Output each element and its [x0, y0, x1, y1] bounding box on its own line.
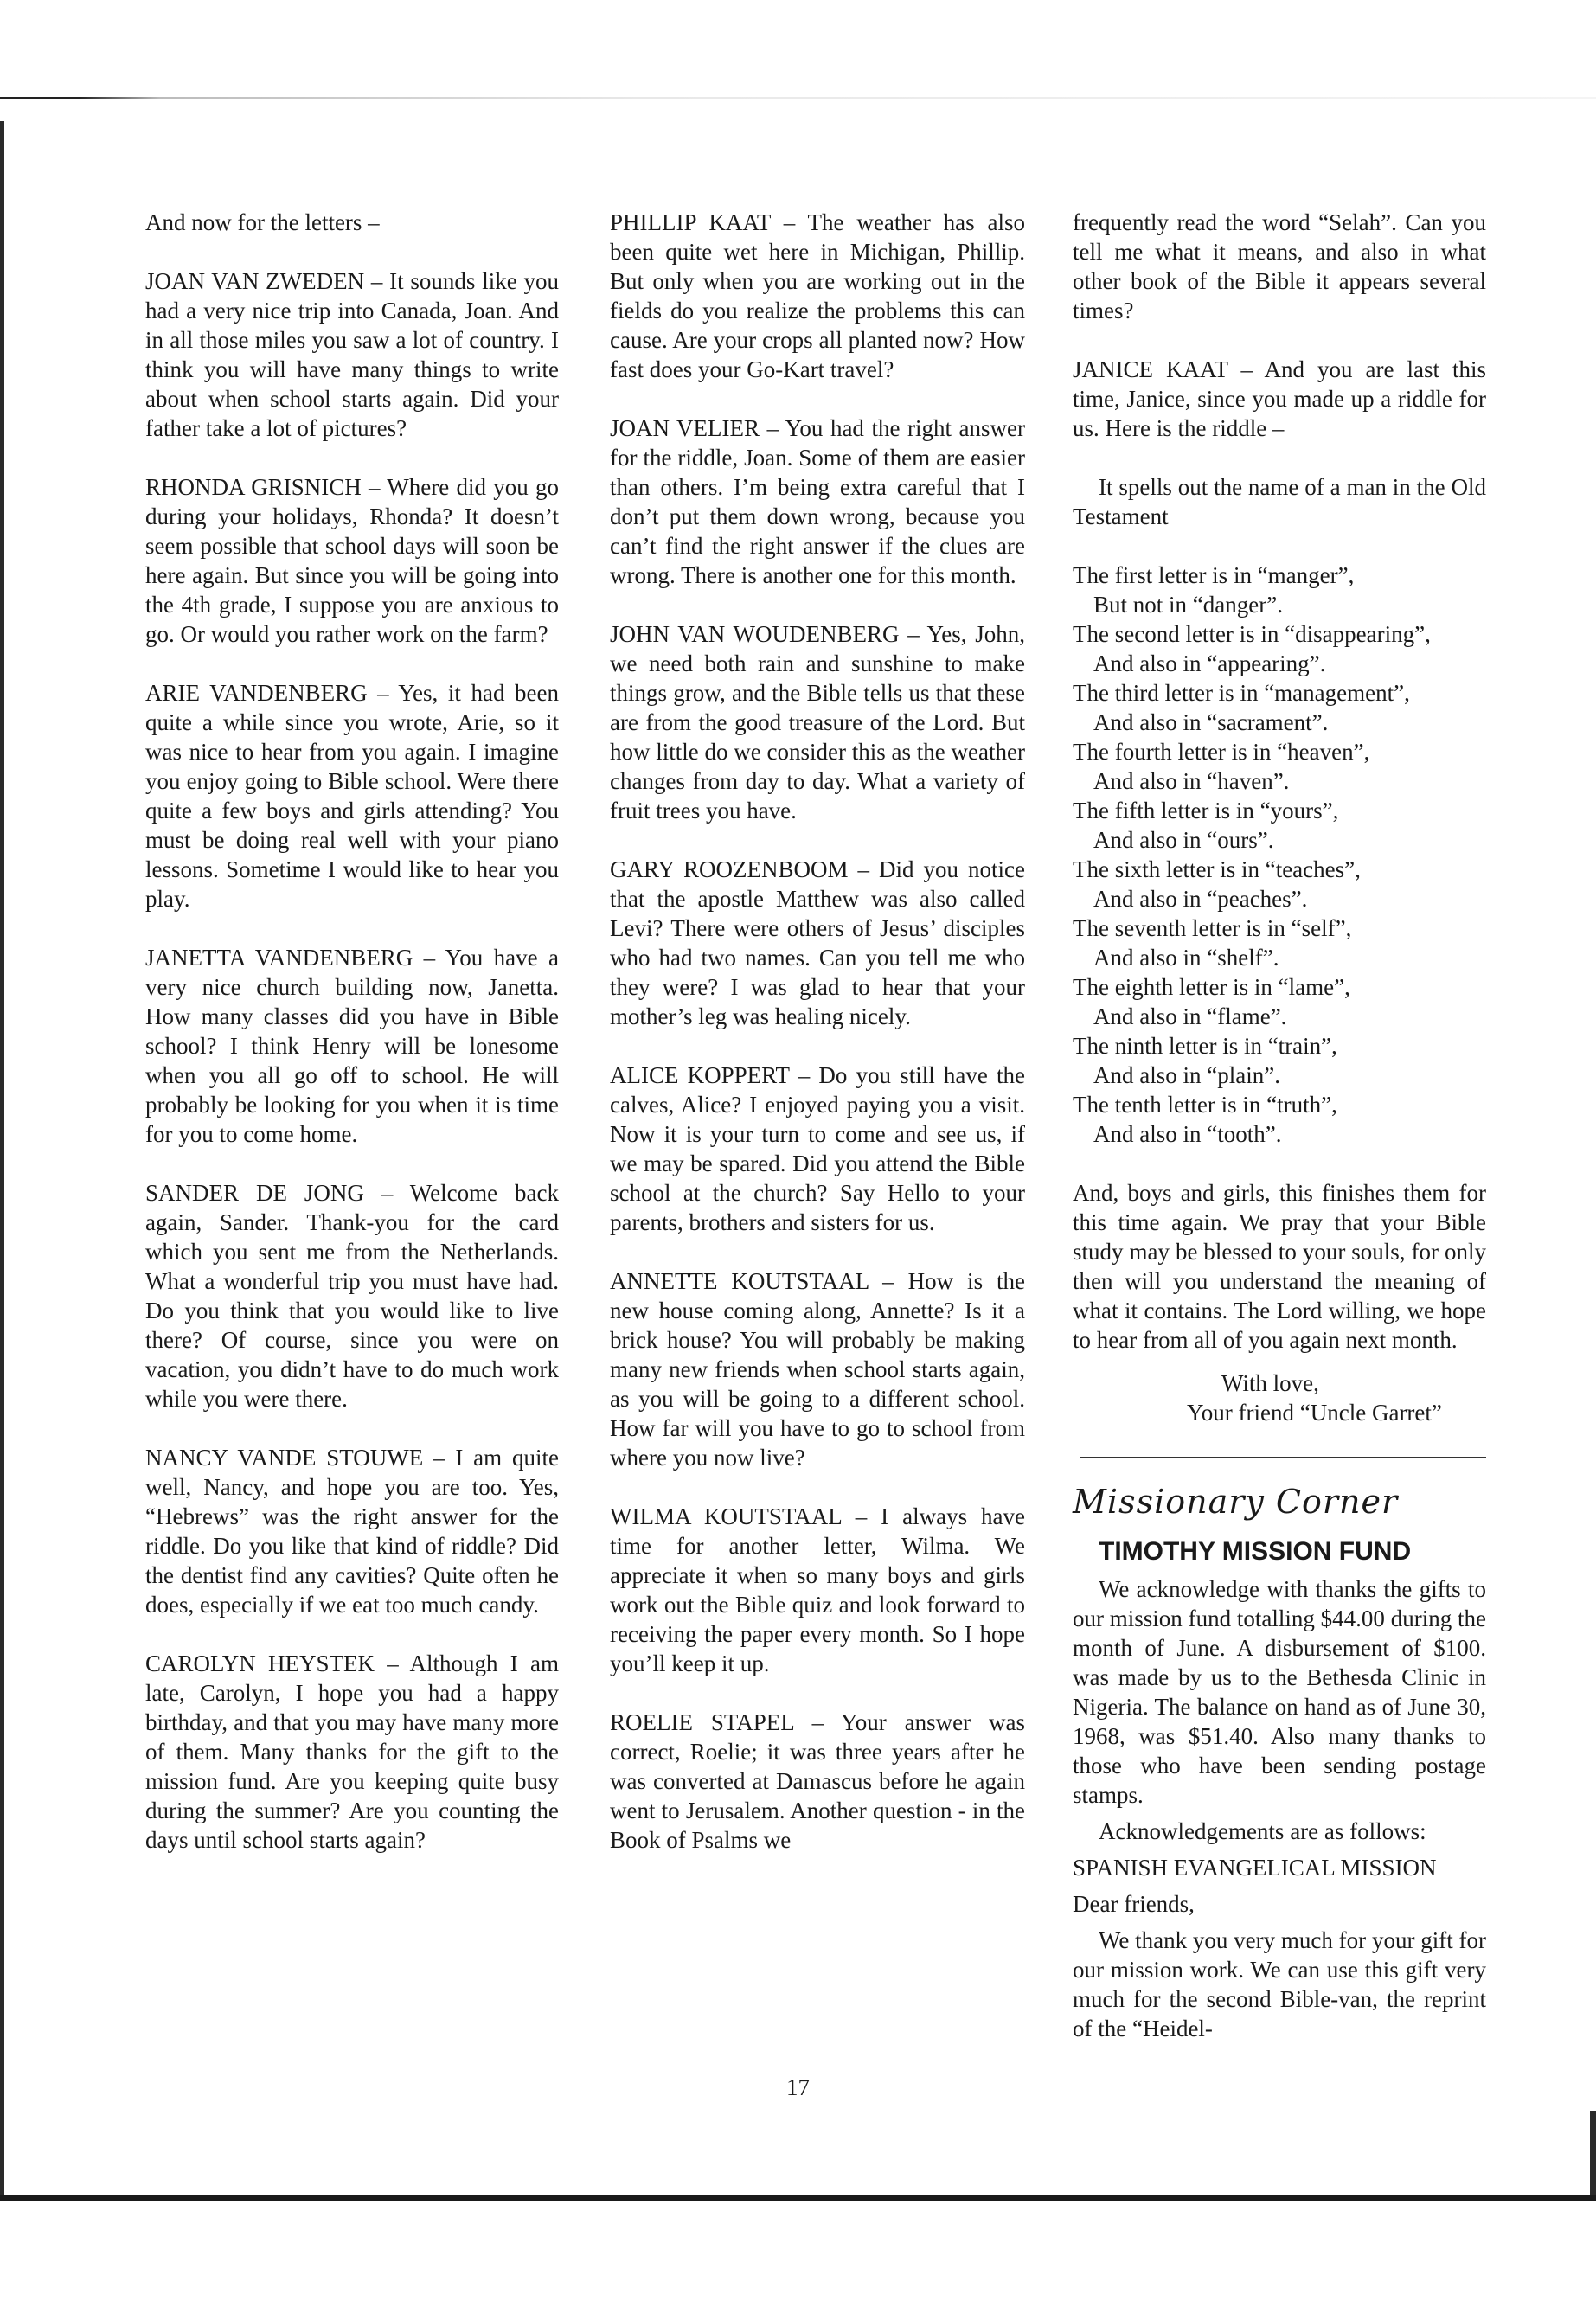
closing-paragraph: And, boys and girls, this finishes them for this time again. We pray that your Bible study may be blessed to your souls, for only then will you understand the meaning of what it contains. The Lord willing, we hope to hear from all of you again next month. [1073, 1180, 1486, 1353]
letter-john-van-woudenberg: JOHN VAN WOUDENBERG – Yes, John, we need both rain and sunshine to make things grow, and the Bible tells us that these are from the good treasure of the Lord. But how little do we consider this as the weather changes from day to day. What a variety of fruit trees you have. [610, 621, 1025, 824]
signoff-line-1: With love, [1221, 1370, 1319, 1396]
letter-phillip-kaat: PHILLIP KAAT – The weather has also been quite wet here in Michigan, Phillip. But only when you are working out in the fields do you realize the problems this can cause. Are your crops all planted now? How fast does your Go-Kart travel? [610, 209, 1025, 382]
riddle-line: The first letter is in “manger”, [1073, 562, 1355, 588]
column-3 [1073, 208, 1486, 2050]
letter-sander-de-jong: SANDER DE JONG – Welcome back again, Sander. Thank-you for the card which you sent me from the Netherlands. What a wonderful trip you must have had. Do you think that you would like to live there? Of course, since you were on vacation, you didn’t have to do much work while you were there. [145, 1180, 559, 1412]
riddle-line: The fifth letter is in “yours”, [1073, 798, 1339, 824]
riddle-line: And also in “tooth”. [1093, 1121, 1282, 1147]
riddle-line: The tenth letter is in “truth”, [1073, 1092, 1337, 1118]
riddle-line: The sixth letter is in “teaches”, [1073, 856, 1361, 882]
signoff [1073, 1368, 1486, 1427]
riddle-line: The ninth letter is in “train”, [1073, 1033, 1337, 1059]
riddle-line: And also in “shelf”. [1093, 945, 1279, 971]
letter-gary-roozenboom: GARY ROOZENBOOM – Did you notice that the apostle Matthew was also called Levi? There were others of Jesus’ disciples who had two names. Can you tell me who they were? I was glad to hear that your mother’s leg was healing nicely. [610, 856, 1025, 1029]
letter-carolyn-heystek: CAROLYN HEYSTEK – Although I am late, Carolyn, I hope you had a happy birthday, and that you may have many more of them. Many thanks for the gift to the mission fund. Are you keeping quite busy during the summer? Are you counting the days until school starts again? [145, 1650, 559, 1853]
riddle-line: And also in “haven”. [1093, 768, 1290, 794]
riddle-line: The third letter is in “management”, [1073, 680, 1410, 706]
letters-intro: And now for the letters – [145, 209, 380, 235]
riddle-line: And also in “plain”. [1093, 1062, 1280, 1088]
page-number: 17 [786, 2074, 810, 2100]
letter-arie-vandenberg: ARIE VANDENBERG – Yes, it had been quite a while since you wrote, Arie, so it was nice to hear from you again. I imagine you enjoy going to Bible school. Were there quite a few boys and girls attending? You must be doing real well with your piano lessons. Sometime I would like to hear you play. [145, 680, 559, 912]
scan-edge-bottom [0, 2195, 1596, 2201]
riddle-line: And also in “ours”. [1093, 827, 1274, 853]
letter-wilma-koutstaal: WILMA KOUTSTAAL – I always have time for another letter, Wilma. We appreciate it when so many boys and girls work out the Bible quiz and look forward to receiving the paper every month. So I hope you’ll keep it up. [610, 1503, 1025, 1676]
riddle-line: The eighth letter is in “lame”, [1073, 974, 1350, 1000]
letter-roelie-stapel-cont: frequently read the word “Selah”. Can you tell me what it means, and also in what other book of the Bible it appears several times? [1073, 209, 1486, 324]
salutation: Dear friends, [1073, 1891, 1195, 1917]
scan-edge-right [1590, 2111, 1596, 2197]
letter-alice-koppert: ALICE KOPPERT – Do you still have the calves, Alice? I enjoyed paying you a visit. Now it is your turn to come and see us, if we may be spared. Did you attend the Bible school at the church? Say Hello to your parents, brothers and sisters for us. [610, 1062, 1025, 1235]
riddle [1073, 561, 1486, 1149]
letter-roelie-stapel: ROELIE STAPEL – Your answer was correct, Roelie; it was three years after he was converted at Damascus before he again went to Jerusalem. Another question - in the Book of Psalms we [610, 1709, 1025, 1853]
letter-janetta-vandenberg: JANETTA VANDENBERG – You have a very nice church building now, Janetta. How many classes did you have in Bible school? I think Henry will be lonesome when you all go off to school. He will probably be looking for you when it is time for you to come home. [145, 945, 559, 1147]
column-1 [145, 208, 559, 1884]
riddle-line: The fourth letter is in “heaven”, [1073, 739, 1370, 765]
letter-joan-velier: JOAN VELIER – You had the right answer for the riddle, Joan. Some of them are easier than others. I’m being extra careful that I don’t put them down wrong, because you can’t find the right answer if the clues are wrong. There is another one for this month. [610, 415, 1025, 588]
riddle-line: The second letter is in “disappearing”, [1073, 621, 1431, 647]
letter-nancy-vande-stouwe: NANCY VANDE STOUWE – I am quite well, Nancy, and hope you are too. Yes, “Hebrews” was the right answer for the riddle. Do you like that kind of riddle? Did the dentist find any cavities? Quite often he does, especially if we eat too much candy. [145, 1445, 559, 1618]
scan-edge-top [0, 97, 1596, 99]
fund-paragraph: We acknowledge with thanks the gifts to our mission fund totalling $44.00 during the month of June. A disbursement of $100. was made by us to the Bethesda Clinic in Nigeria. The balance on hand as of June 30, 1968, was $51.40. Also many thanks to those who have been sending postage stamps. [1073, 1576, 1486, 1808]
mission-heading: SPANISH EVANGELICAL MISSION [1073, 1855, 1437, 1881]
missionary-corner-title: Missionary Corner [1073, 1483, 1399, 1521]
riddle-line: And also in “flame”. [1093, 1003, 1287, 1029]
letter-annette-koutstaal: ANNETTE KOUTSTAAL – How is the new house coming along, Annette? Is it a brick house? You will probably be making many new friends when school starts again, as you will be going to a different school. How far will you have to go to school from where you now live? [610, 1268, 1025, 1471]
scan-edge-left [0, 121, 4, 2197]
letter-rhonda-grisnich: RHONDA GRISNICH – Where did you go during your holidays, Rhonda? It doesn’t seem possible that school days will soon be here again. But since you will be going into the 4th grade, I suppose you are anxious to go. Or would you rather work on the farm? [145, 474, 559, 647]
fund-title: TIMOTHY MISSION FUND [1099, 1537, 1412, 1566]
column-2 [610, 208, 1025, 1884]
riddle-line: And also in “sacrament”. [1093, 709, 1329, 735]
riddle-line: And also in “peaches”. [1093, 886, 1308, 912]
acknowledgements-line: Acknowledgements are as follows: [1099, 1818, 1426, 1844]
letter-joan-van-zweden: JOAN VAN ZWEDEN – It sounds like you had a very nice trip into Canada, Joan. And in all those miles you saw a lot of country. I think you will have many things to write about when school starts again. Did your father take a lot of pictures? [145, 268, 559, 441]
section-divider [1080, 1457, 1486, 1458]
signoff-line-2: Your friend “Uncle Garret” [1187, 1400, 1442, 1426]
mission-letter: We thank you very much for your gift for our mission work. We can use this gift very much for the second Bible-van, the reprint of the “Heidel- [1073, 1927, 1486, 2041]
riddle-line: And also in “appearing”. [1093, 651, 1326, 676]
riddle-line: But not in “danger”. [1093, 592, 1283, 618]
letter-janice-kaat: JANICE KAAT – And you are last this time, Janice, since you made up a riddle for us. Here is the riddle – [1073, 356, 1486, 441]
riddle-line: The seventh letter is in “self”, [1073, 915, 1352, 941]
riddle-intro: It spells out the name of a man in the Old Testament [1073, 474, 1486, 529]
